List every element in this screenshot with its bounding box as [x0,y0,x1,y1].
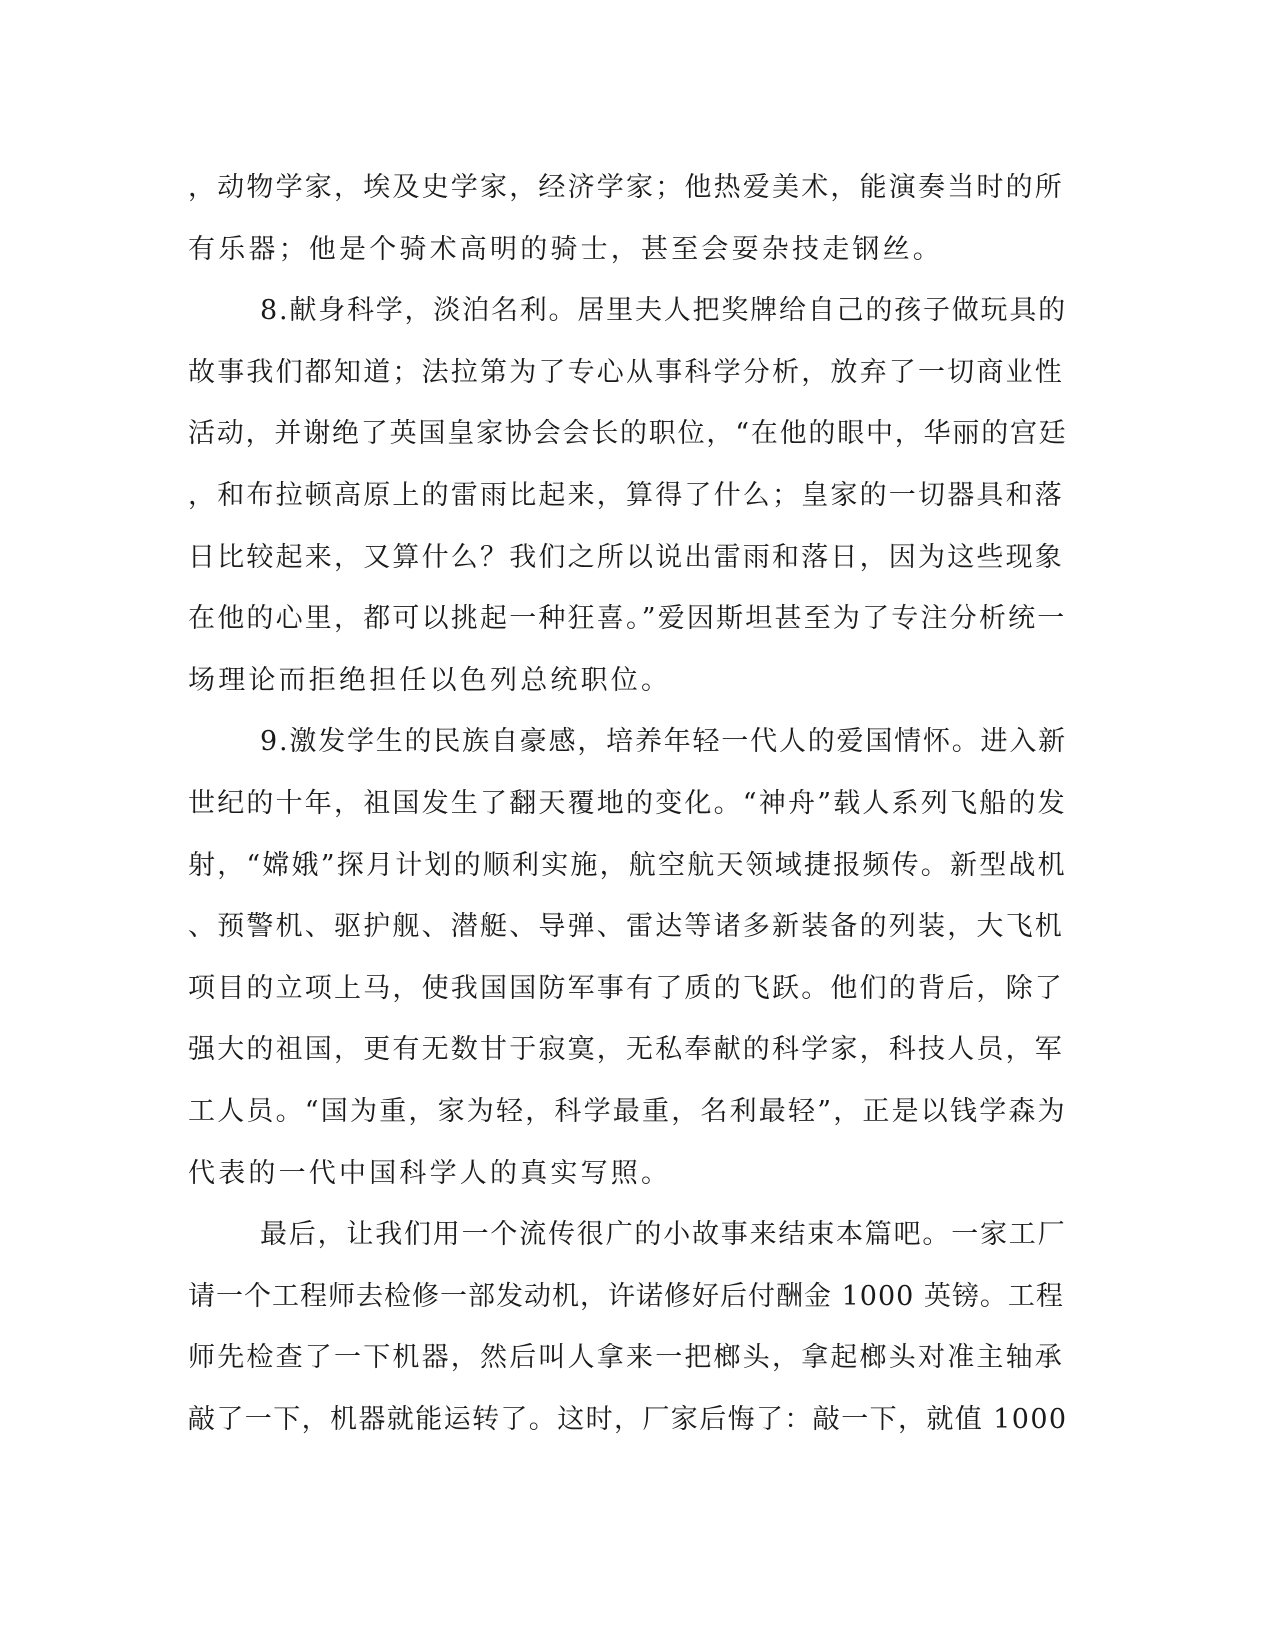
text-line: 日比较起来，又算什么？我们之所以说出雷雨和落日，因为这些现象 [188,541,1064,573]
text-line: 强大的祖国，更有无数甘于寂寞，无私奉献的科学家，科技人员，军 [188,1034,1064,1066]
text-line: 世纪的十年，祖国发生了翻天覆地的变化。“神舟”载人系列飞船的发 [188,787,1067,819]
paragraph-first-line: 8.献身科学，淡泊名利。居里夫人把奖牌给自己的孩子做玩具的 [260,295,1067,327]
text-line: 工人员。“国为重，家为轻，科学最重，名利最轻”，正是以钱学森为 [188,1095,1067,1127]
text-line: 射，“嫦娥”探月计划的顺利实施，航空航天领域捷报频传。新型战机 [188,849,1067,881]
text-line: 、预警机、驱护舰、潜艇、导弹、雷达等诸多新装备的列装，大飞机 [188,911,1064,943]
paragraph-first-line: 9.激发学生的民族自豪感，培养年轻一代人的爱国情怀。进入新 [260,726,1067,758]
text-line: ，和布拉顿高原上的雷雨比起来，算得了什么；皇家的一切器具和落 [188,479,1064,511]
paragraph-first-line: 最后，让我们用一个流传很广的小故事来结束本篇吧。一家工厂 [260,1219,1067,1251]
text-line: 项目的立项上马，使我国国防军事有了质的飞跃。他们的背后，除了 [188,972,1064,1004]
text-line: 师先检查了一下机器，然后叫人拿来一把榔头，拿起榔头对准主轴承 [188,1342,1064,1374]
text-line: 代表的一代中国科学人的真实写照。 [188,1157,672,1189]
text-line: 活动，并谢绝了英国皇家协会会长的职位，“在他的眼中，华丽的宫廷 [188,418,1068,450]
text-line: 有乐器；他是个骑术高明的骑士，甚至会耍杂技走钢丝。 [188,233,943,265]
text-line: 请一个工程师去检修一部发动机，许诺修好后付酬金 1000 英镑。工程 [188,1280,1064,1312]
text-line: 场理论而拒绝担任以色列总统职位。 [188,664,672,696]
text-line: ，动物学家，埃及史学家，经济学家；他热爱美术，能演奏当时的所 [188,172,1064,203]
text-line: 故事我们都知道；法拉第为了专心从事科学分析，放弃了一切商业性 [188,356,1064,388]
text-line: 在他的心里，都可以挑起一种狂喜。”爱因斯坦甚至为了专注分析统一 [188,603,1067,635]
document-body [188,157,1068,1450]
text-line: 敲了一下，机器就能运转了。这时，厂家后悔了：敲一下，就值 1000 [188,1403,1068,1435]
